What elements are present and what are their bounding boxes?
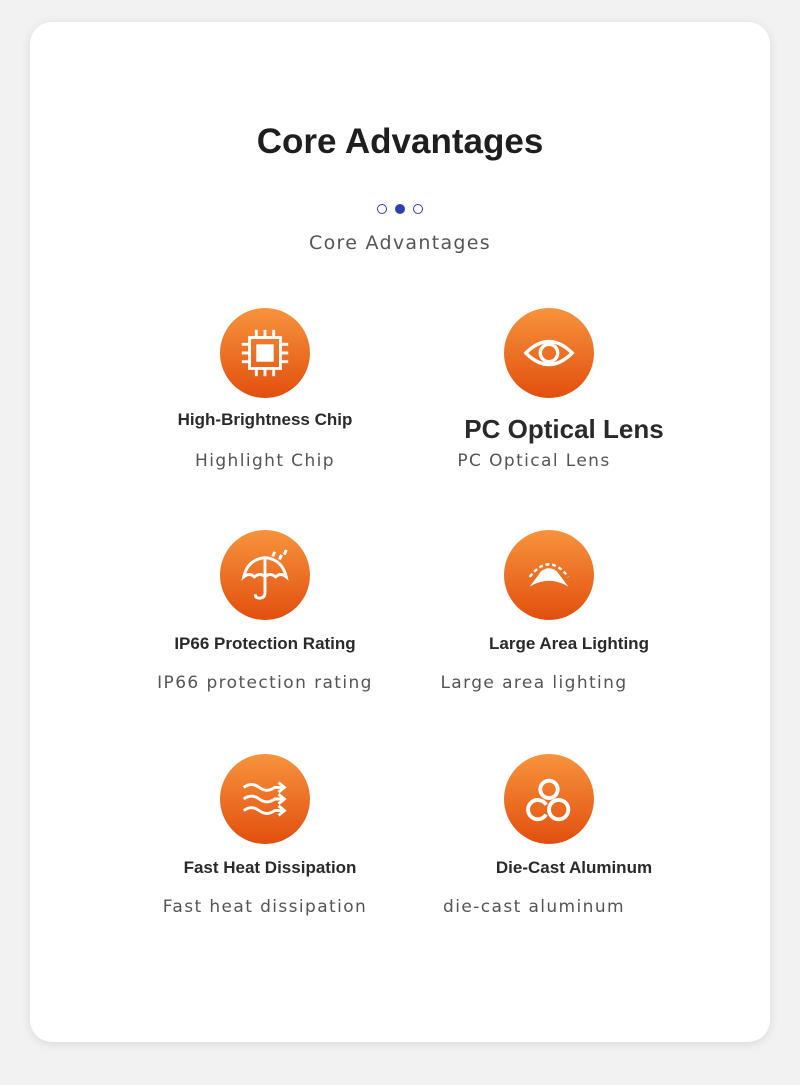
chip-icon <box>220 308 310 398</box>
eye-icon <box>504 308 594 398</box>
feature-subtitle: Large area lighting <box>440 673 628 693</box>
page-title: Core Advantages <box>256 122 544 161</box>
feature-subtitle: IP66 protection rating <box>157 673 373 693</box>
feature-title: IP66 Protection Rating <box>174 634 356 653</box>
section-dots <box>0 204 800 216</box>
heat-waves-icon <box>220 754 310 844</box>
feature-title: Fast Heat Dissipation <box>183 858 357 877</box>
dot-indicator <box>413 204 423 214</box>
feature-title: High-Brightness Chip <box>177 410 353 429</box>
light-beam-icon <box>504 530 594 620</box>
page-subtitle: Core Advantages <box>309 232 491 254</box>
umbrella-rain-icon <box>220 530 310 620</box>
feature-title: Large Area Lighting <box>489 634 649 653</box>
co-rings-icon <box>504 754 594 844</box>
feature-subtitle: PC Optical Lens <box>457 451 611 471</box>
feature-subtitle: Highlight Chip <box>195 451 335 471</box>
feature-subtitle: die-cast aluminum <box>443 897 625 917</box>
feature-title: Die-Cast Aluminum <box>495 858 653 877</box>
feature-subtitle: Fast heat dissipation <box>162 897 368 917</box>
dot-indicator-active <box>395 204 405 214</box>
content-card <box>30 22 770 1042</box>
feature-title: PC Optical Lens <box>464 414 664 444</box>
dot-indicator <box>377 204 387 214</box>
